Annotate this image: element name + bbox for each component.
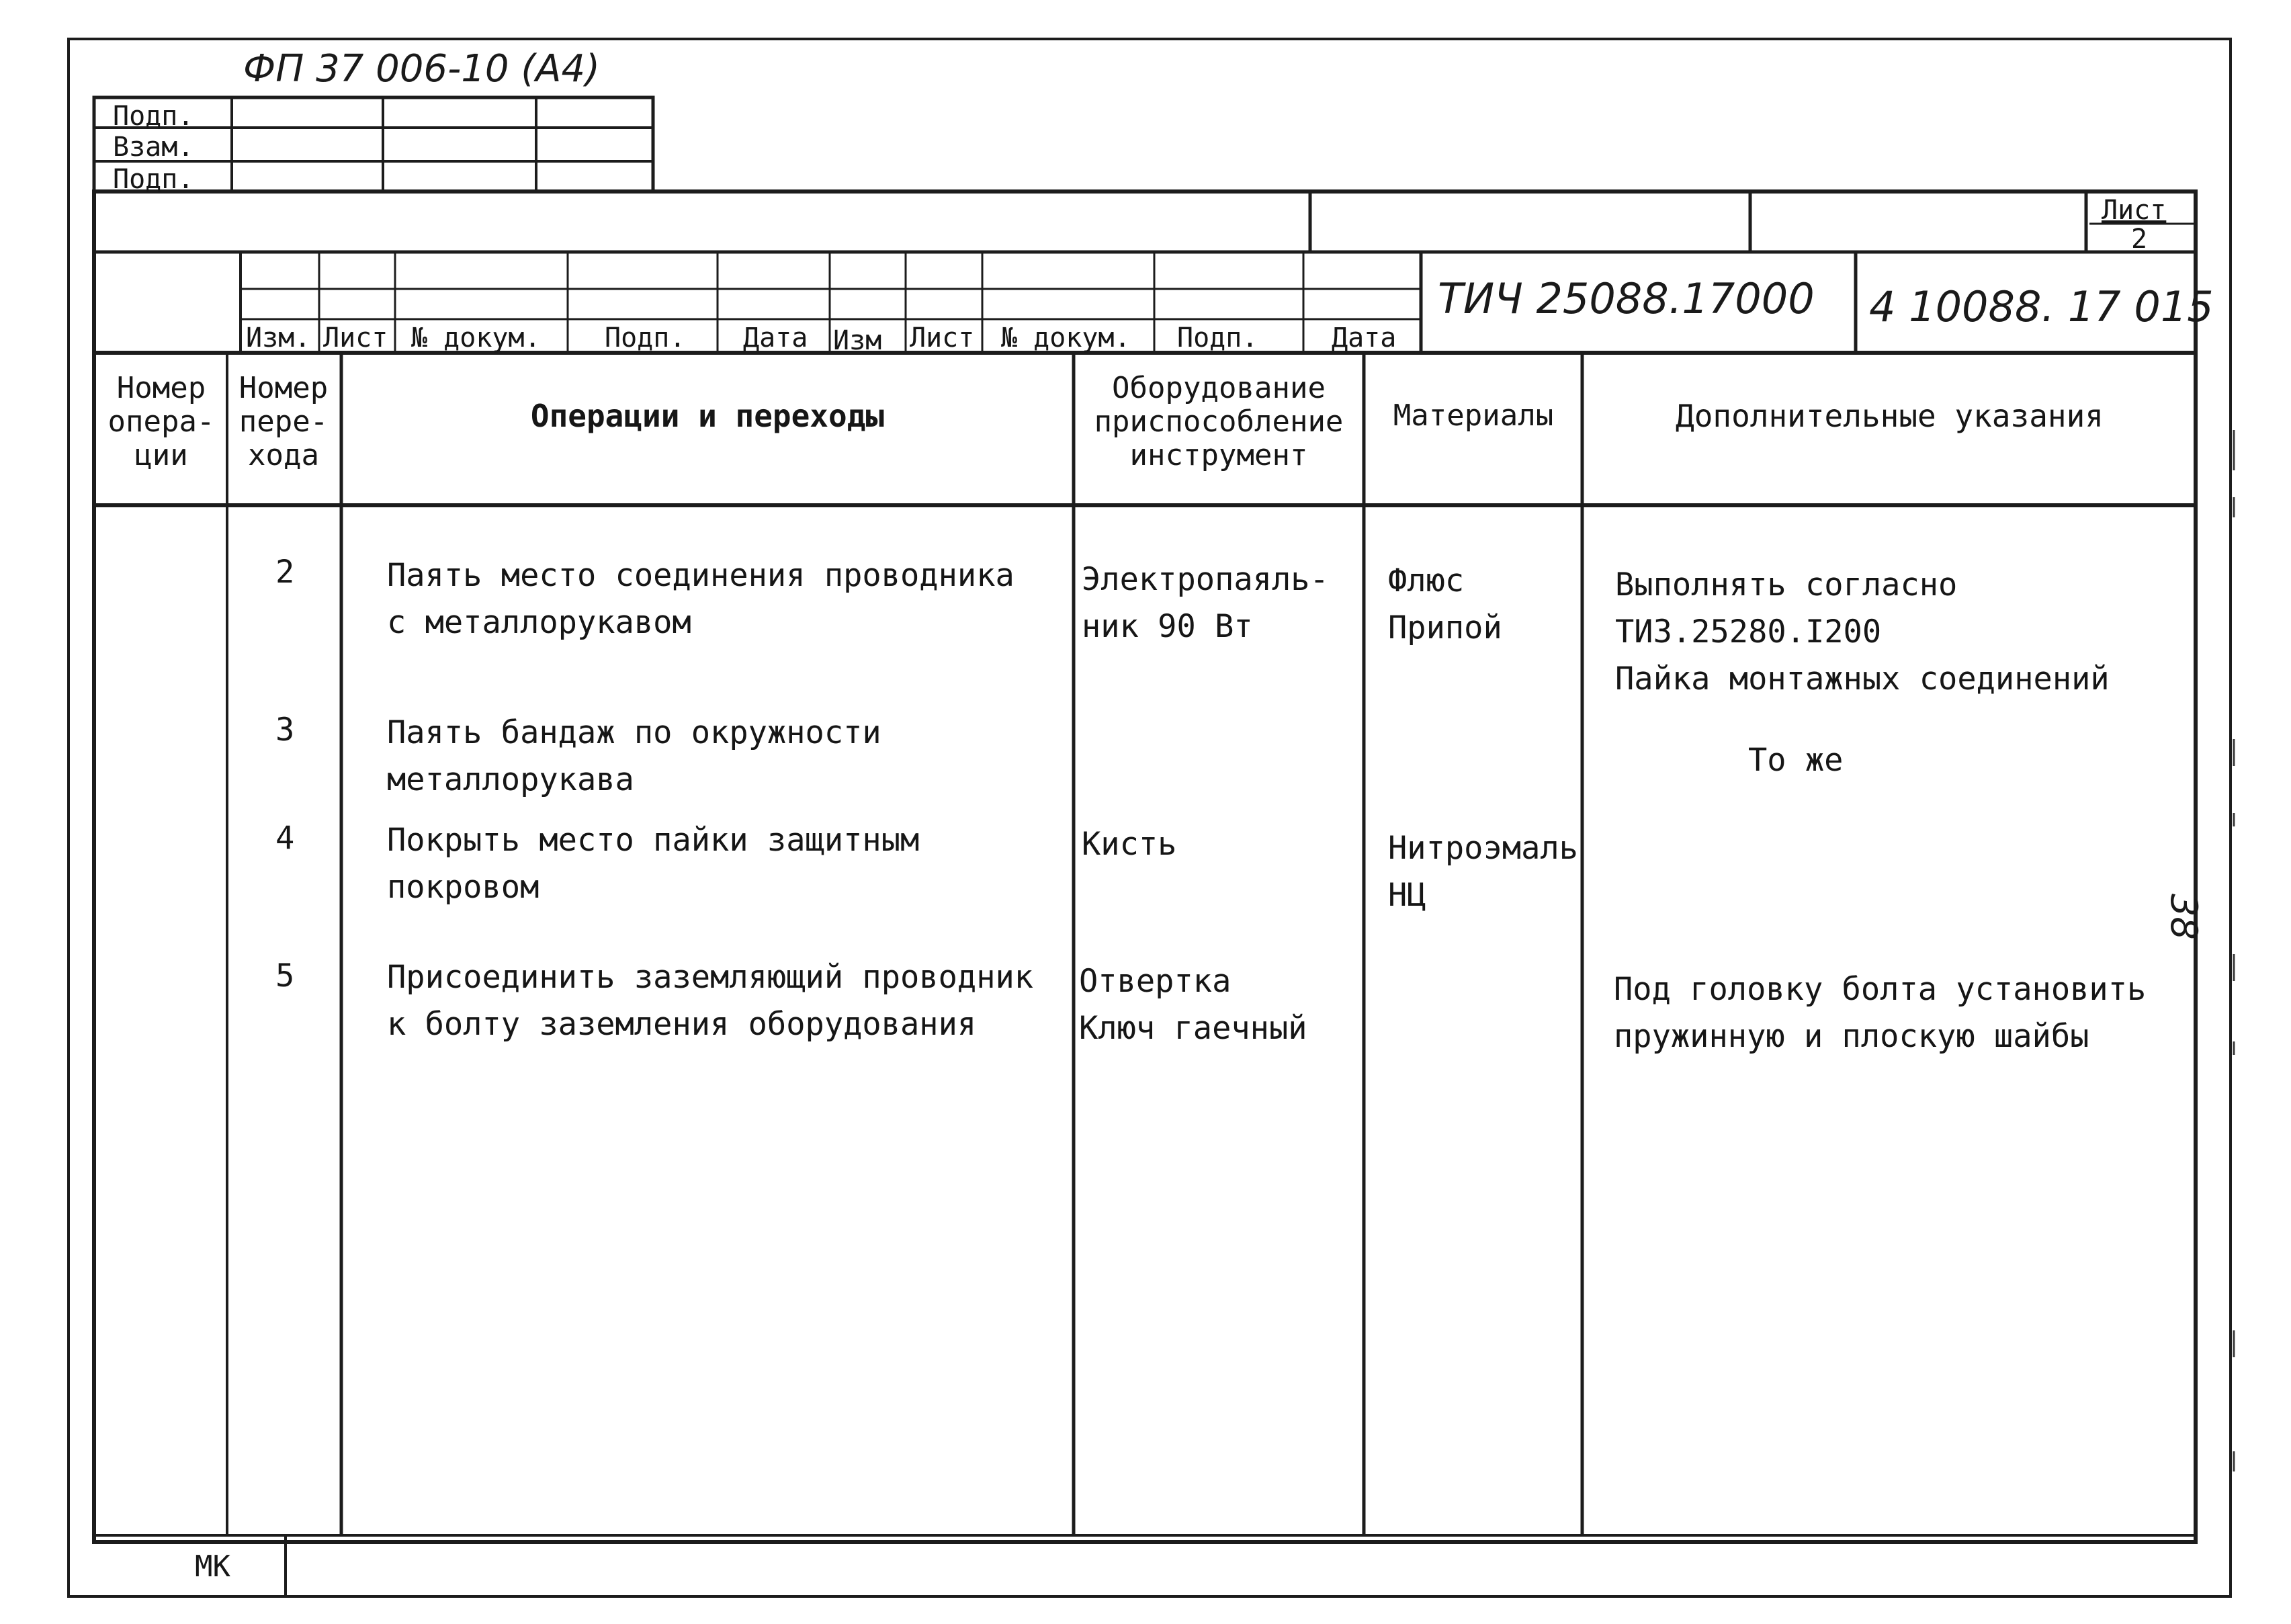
row-5-equipment: Отвертка Ключ гаечный — [1079, 963, 1307, 1047]
header-transition-number: Номер пере- хода — [239, 371, 329, 472]
row-2-notes: Выполнять согласно ТИЗ.25280.I200 Пайка монтажных соединений — [1615, 566, 2110, 697]
row-5-transition: 5 — [275, 957, 295, 994]
rev-label-date-2: Дата — [1332, 323, 1397, 353]
margin-page-number: 38 — [2163, 894, 2205, 940]
rev-label-doc-no: № докум. — [411, 323, 541, 353]
document-designation: ТИЧ 25088.17000 — [1438, 274, 1815, 323]
stamp-label-signature-2: Подп. — [113, 164, 194, 195]
row-4-equipment: Кисть — [1082, 826, 1177, 863]
rev-label-doc-no-2: № докум. — [1001, 323, 1131, 353]
header-equipment: Оборудование приспособление инструмент — [1094, 371, 1344, 472]
row-5-notes: Под головку болта установить пружинную и плоскую шайбы — [1614, 971, 2147, 1055]
doc-type-label: МК — [195, 1549, 230, 1584]
stamp-label-replace: Взам. — [113, 132, 194, 163]
header-operations: Операции и переходы — [530, 398, 885, 434]
row-2-operation: Паять место соединения проводника с металлорукавом — [387, 557, 1014, 641]
header-operation-number: Номер опера- ции — [107, 371, 215, 472]
rev-label-sign-2: Подп. — [1177, 323, 1258, 353]
form-code: ФП 37 006-10 (А4) — [243, 47, 600, 91]
row-3-transition: 3 — [275, 712, 295, 749]
row-3-operation: Паять бандаж по окружности металлорукава — [387, 714, 881, 798]
header-materials: Материалы — [1393, 398, 1554, 433]
product-code: 4 10088. 17 015 — [1869, 282, 2214, 331]
header-notes: Дополнительные указания — [1676, 398, 2104, 434]
row-4-transition: 4 — [275, 820, 295, 857]
stamp-label-signature: Подп. — [113, 101, 194, 132]
row-2-equipment: Электропаяль- ник 90 Вт — [1082, 561, 1329, 645]
row-5-operation: Присоединить заземляющий проводник к болту заземления оборудования — [387, 959, 1034, 1043]
row-2-transition: 2 — [275, 554, 295, 591]
row-2-materials: Флюс Припой — [1388, 562, 1502, 646]
rev-label-izm: Изм. — [246, 323, 311, 353]
rev-label-list: Лист — [323, 323, 388, 353]
row-3-notes: То же — [1748, 742, 1844, 779]
rev-label-date: Дата — [743, 323, 808, 353]
rev-label-izm-2: Изм — [833, 325, 882, 356]
row-4-operation: Покрыть место пайки защитным покровом — [387, 822, 920, 906]
rev-label-list-2: Лист — [910, 323, 975, 353]
sheet-label: Лист — [2102, 195, 2167, 226]
row-4-materials: Нитроэмаль НЦ — [1388, 830, 1578, 914]
rev-label-sign: Подп. — [605, 323, 686, 353]
sheet-number: 2 — [2131, 224, 2148, 255]
